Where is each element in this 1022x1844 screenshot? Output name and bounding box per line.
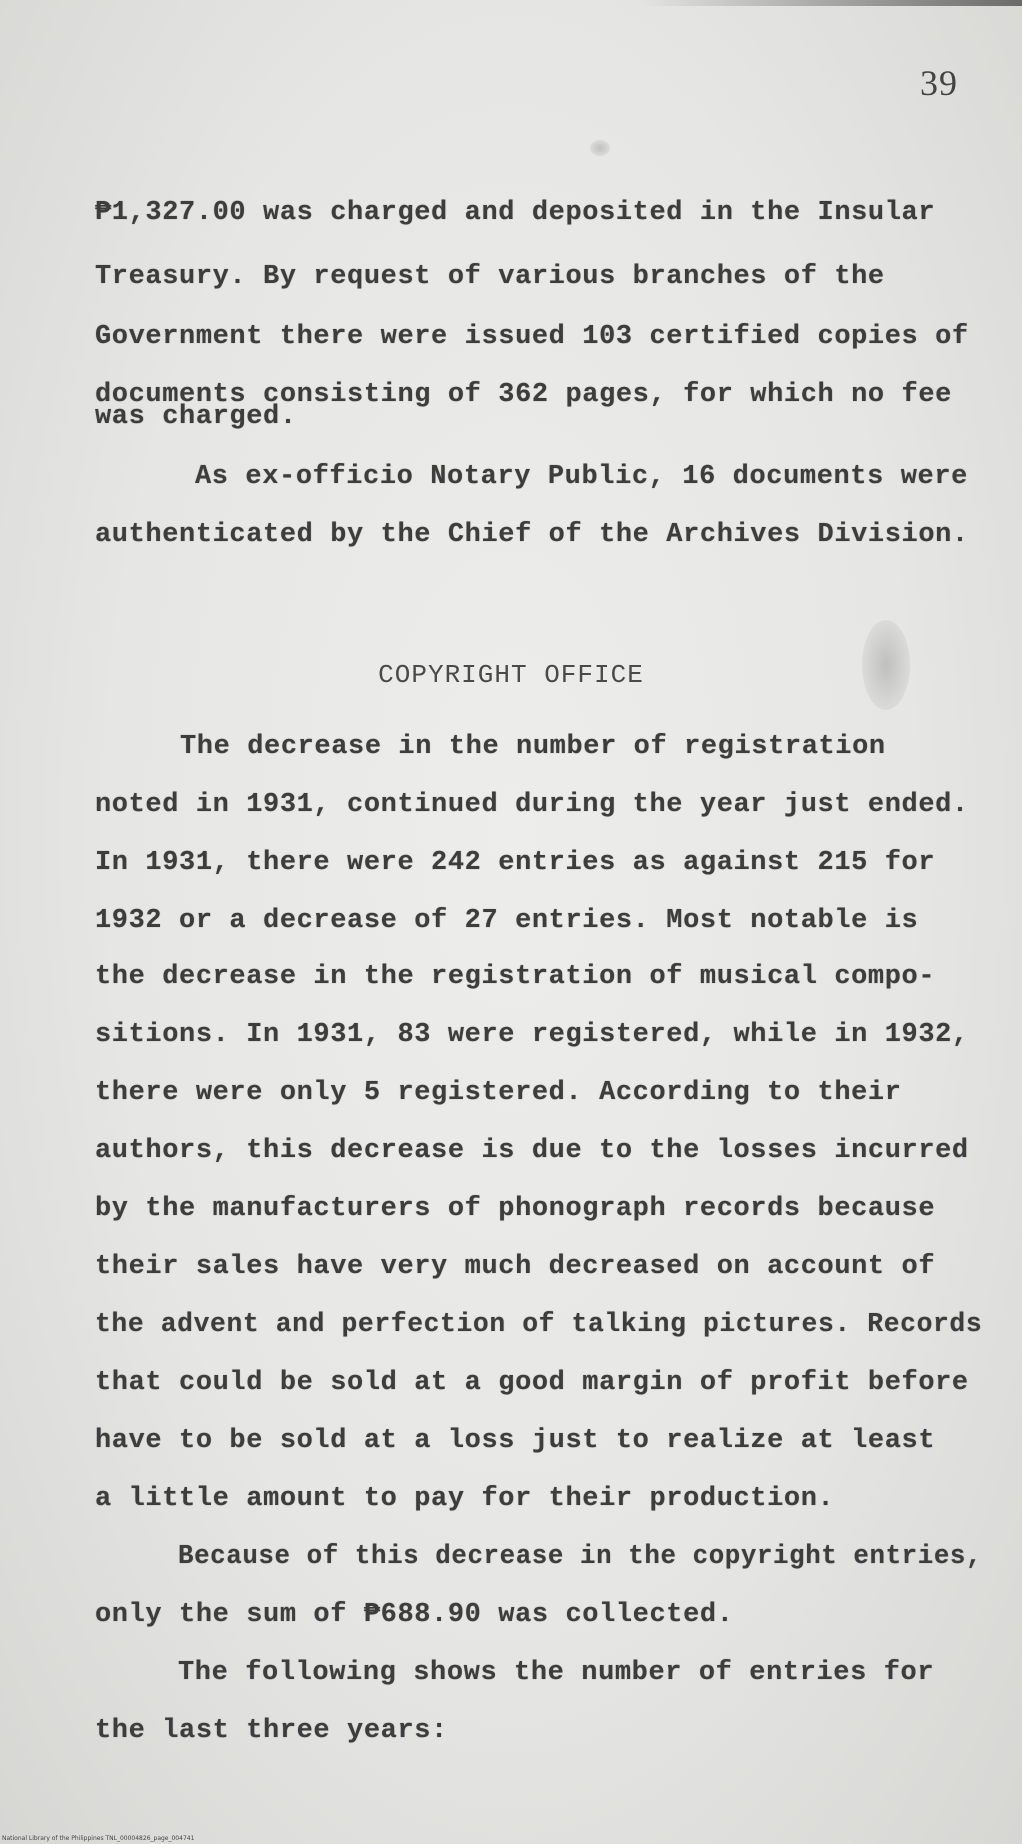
copyright-line: there were only 5 registered. According to their: [95, 1078, 902, 1108]
collected-line: Because of this decrease in the copyright entries,: [178, 1542, 983, 1572]
copyright-line: a little amount to pay for their production.: [95, 1484, 835, 1514]
copyright-line: In 1931, there were 242 entries as against 215 for: [95, 848, 936, 878]
scan-edge-shadow: [640, 0, 1022, 6]
archives-line: ₱1,327.00 was charged and deposited in the Insular: [95, 198, 936, 228]
archives-line: was charged.: [95, 402, 297, 432]
copyright-line: their sales have very much decreased on account of: [95, 1252, 936, 1282]
section-heading: COPYRIGHT OFFICE: [378, 660, 644, 690]
copyright-line: that could be sold at a good margin of profit before: [95, 1368, 969, 1398]
following-line: the last three years:: [95, 1716, 448, 1746]
copyright-line: The decrease in the number of registration: [180, 732, 886, 762]
collected-line: only the sum of ₱688.90 was collected.: [95, 1600, 734, 1630]
archives-line: Treasury. By request of various branches of the: [95, 262, 885, 292]
smudge-mark: [590, 140, 610, 156]
copyright-line: have to be sold at a loss just to realize at least: [95, 1426, 936, 1456]
copyright-line: noted in 1931, continued during the year just ended.: [95, 790, 969, 820]
notary-line: As ex-officio Notary Public, 16 documents were: [195, 462, 968, 492]
archives-line: Government there were issued 103 certified copies of: [95, 322, 969, 352]
copyright-line: sitions. In 1931, 83 were registered, while in 1932,: [95, 1020, 969, 1050]
copyright-line: authors, this decrease is due to the losses incurred: [95, 1136, 969, 1166]
page-number: 39: [920, 63, 958, 103]
copyright-line: by the manufacturers of phonograph records because: [95, 1194, 936, 1224]
scan-caption: National Library of the Philippines TNL_00004826_page_004741: [2, 1835, 195, 1842]
notary-line: authenticated by the Chief of the Archives Division.: [95, 520, 969, 550]
archives-line: documents consisting of 362 pages, for which no fee: [95, 380, 952, 410]
copyright-line: the decrease in the registration of musical compo-: [95, 962, 936, 992]
copyright-line: the advent and perfection of talking pictures. Records: [95, 1310, 983, 1340]
following-line: The following shows the number of entries for: [178, 1658, 935, 1688]
copyright-line: 1932 or a decrease of 27 entries. Most notable is: [95, 906, 919, 936]
